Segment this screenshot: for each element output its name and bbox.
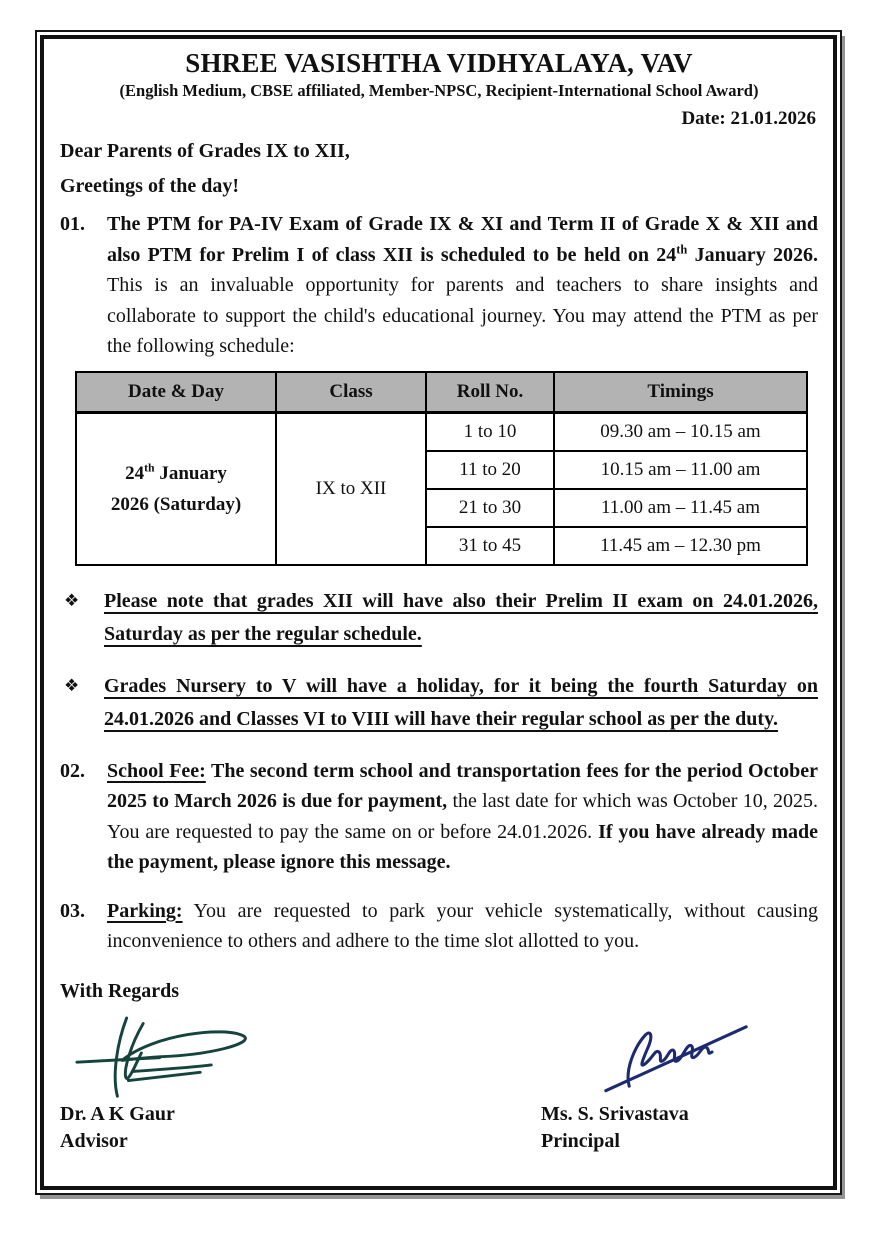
note-text: Grades Nursery to V will have a holiday, for it being the fourth Saturday on 24.01.2026 and Classes VI to VIII will have their regular school as per the duty. (104, 674, 818, 730)
item-text (107, 209, 818, 362)
advisor-signature (68, 1007, 268, 1099)
cell-class: IX to XII (276, 412, 426, 565)
header-class: Class (276, 372, 426, 413)
notice-document (40, 35, 837, 1190)
school-subtitle: (English Medium, CBSE affiliated, Member-NPSC, Recipient-International School Award) (119, 81, 759, 100)
cell-roll: 21 to 30 (426, 489, 554, 527)
item-number: 03. (60, 899, 85, 922)
signatories-row (60, 1101, 818, 1155)
advisor-name: Dr. A K Gaur (60, 1102, 175, 1125)
fee-regular-text: the last date for which was October 10, 2025. You are requested to pay the same on or before 24.01.2026. (107, 790, 819, 843)
date-weekday: (Saturday) (153, 493, 242, 515)
fee-bold-closing: If you have already made the payment, please ignore this message. (107, 820, 818, 873)
table-row (76, 412, 807, 451)
cell-date-day (76, 412, 276, 565)
school-title: SHREE VASISHTHA VIDHYALAYA, VAV (185, 48, 693, 78)
principal-name: Ms. S. Srivastava (541, 1102, 689, 1125)
item-number: 01. (60, 213, 85, 235)
signatures-row (60, 1007, 818, 1099)
ptm-schedule-table (75, 371, 808, 566)
cell-timing: 09.30 am – 10.15 am (554, 412, 807, 451)
header-date-day: Date & Day (76, 372, 276, 413)
principal-signature (592, 1007, 760, 1097)
parking-regular-text: You are requested to park your vehicle systematically, without causing inconvenience to others and adhere to the time slot allotted to you. (107, 899, 818, 952)
paragraph-02-school-fee (60, 756, 818, 878)
item-text (107, 896, 818, 957)
fee-bold-text: The second term school and transportation fees for the period October 2025 to March 2026 is due for payment, (107, 759, 818, 812)
diamond-bullet-icon: ❖ (64, 590, 80, 610)
cell-timing: 10.15 am – 11.00 am (554, 451, 807, 489)
page-border-frame (35, 30, 842, 1195)
item-text (107, 756, 818, 878)
date-ordinal-suffix: th (144, 461, 155, 475)
advisor-role: Advisor (60, 1129, 128, 1152)
ordinal-suffix: th (676, 241, 688, 256)
note-text: Please note that grades XII will have also their Prelim II exam on 24.01.2026, Saturday as per the regular schedule. (104, 589, 818, 645)
greeting: Greetings of the day! (60, 175, 240, 197)
school-fee-label: School Fee: (107, 759, 206, 782)
cell-roll: 1 to 10 (426, 412, 554, 451)
principal-block (541, 1101, 796, 1155)
cell-roll: 31 to 45 (426, 527, 554, 565)
closing-regards: With Regards (60, 979, 180, 1002)
item-number: 02. (60, 759, 85, 782)
cell-timing: 11.45 am – 12.30 pm (554, 527, 807, 565)
ptm-bold-date: January 2026. (687, 243, 818, 266)
table-header-row (76, 372, 807, 413)
header-roll-no: Roll No. (426, 372, 554, 413)
cell-timing: 11.00 am – 11.45 am (554, 489, 807, 527)
ptm-regular-text: This is an invaluable opportunity for parents and teachers to share insights and collaborate to support the child's educational journey. You may attend the PTM as per the following schedule: (107, 274, 818, 357)
paragraph-03-parking (60, 896, 818, 957)
paragraph-01-ptm (60, 209, 818, 362)
principal-role: Principal (541, 1129, 620, 1152)
advisor-block (60, 1101, 175, 1155)
cell-roll: 11 to 20 (426, 451, 554, 489)
ptm-bold-text: The PTM for PA-IV Exam of Grade IX & XI and Term II of Grade X & XII and also PTM for Prelim I of class XII is scheduled to be held on 24 (107, 213, 818, 266)
date-month: January (154, 462, 227, 484)
parking-label: Parking: (107, 899, 183, 922)
header-timings: Timings (554, 372, 807, 413)
date-year: 2026 (110, 493, 154, 515)
note-holiday (60, 670, 818, 736)
salutation: Dear Parents of Grades IX to XII, (60, 140, 350, 162)
date-day-number: 24 (125, 462, 145, 484)
note-prelim-exam (60, 585, 818, 651)
diamond-bullet-icon: ❖ (64, 675, 80, 695)
notice-date: Date: 21.01.2026 (681, 108, 816, 129)
